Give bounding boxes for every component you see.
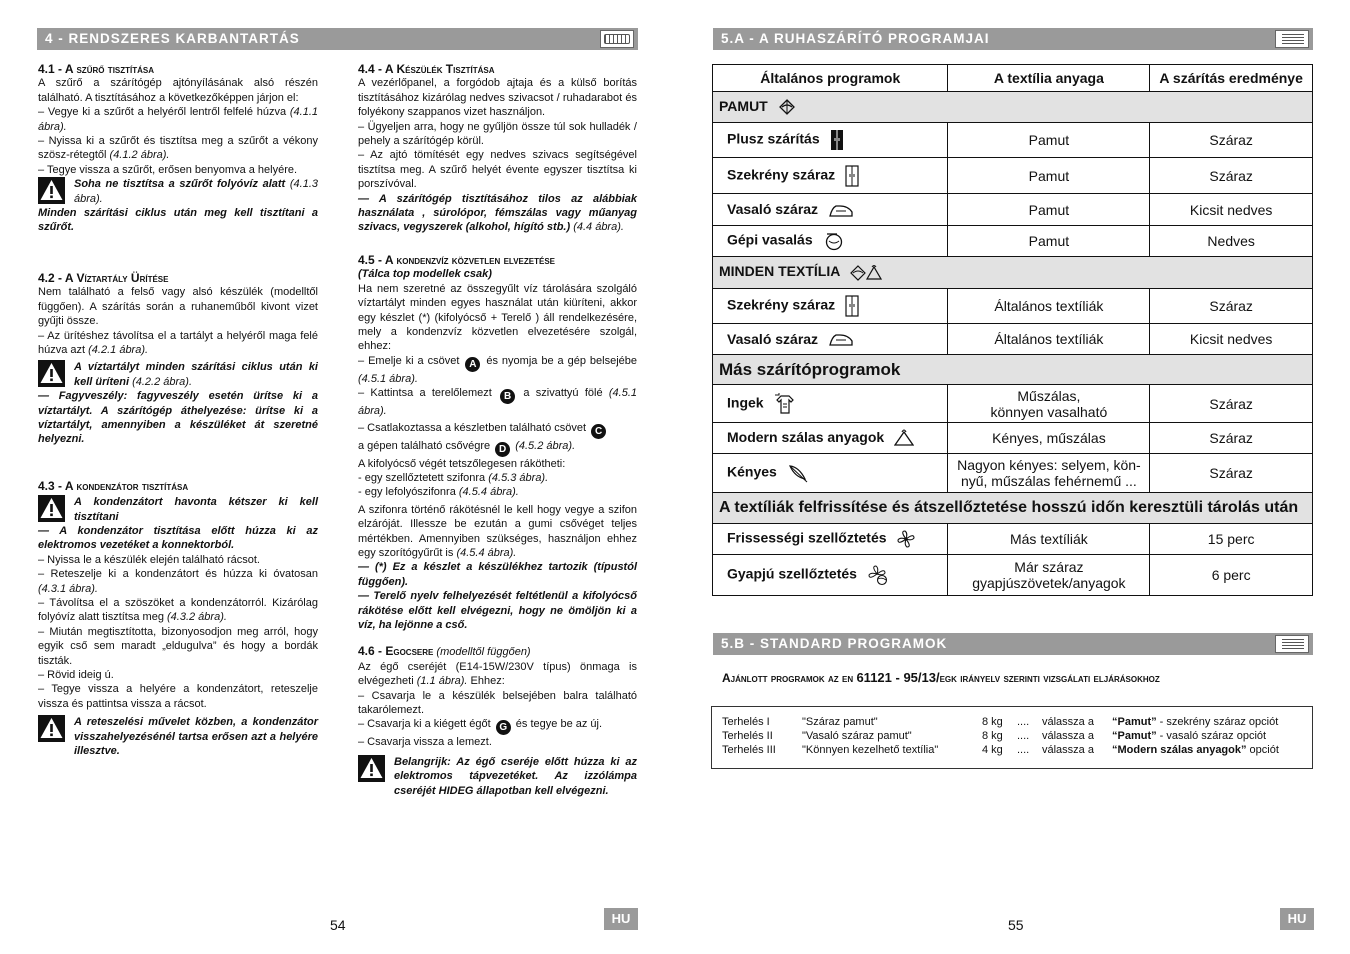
- table-row: Frissességi szellőztetés Más textíliák 15 perc: [713, 524, 1313, 555]
- cotton-icon: [778, 98, 796, 116]
- group-row-refresh: A textíliák felfrissítése és átszellőztetése hosszú időn keresztüli tárolás után: [713, 493, 1313, 524]
- text-4-1-step1: – Vegye ki a szűrőt a helyéről lentről felfelé húzva (4.1.1 ábra).: [38, 106, 318, 133]
- page-number-left: 54: [330, 917, 346, 933]
- section-header-text: 5.B - STANDARD PROGRAMOK: [721, 636, 948, 651]
- table-row: Plusz szárítás Pamut Száraz: [713, 123, 1313, 158]
- warning-4-1-note: Minden szárítási ciklus után meg kell tisztítani a szűrőt.: [38, 207, 318, 234]
- list-icon: [1275, 30, 1309, 48]
- warning-4-2-note: — Fagyveszély: fagyveszély esetén ürítse ki a víztartályt. A szárítógép áthelyezése: ürítse ki a víztartályt, amennyiben a készüléket át szeretné helyezni.: [38, 390, 318, 446]
- text-4-1-intro: A szűrő a szárítógép ajtónyílásának alsó részén található. A tisztításához a következőképpen járjon el:: [38, 77, 318, 104]
- wool-icon: [867, 564, 889, 586]
- section-4-6-title: 4.6 - Egocsere (modelltől függően): [358, 644, 531, 659]
- text-4-3-step6: – Tegye vissza a helyére a kondenzátort, reteszelje vissza és pattintsa vissza a rácsot.: [38, 683, 318, 710]
- text-4-1-step3: – Tegye vissza a szűrőt, erősen benyomva a helyére.: [38, 163, 298, 176]
- text-4-5-opt2: - egy lefolyószifonra (4.5.4 ábra).: [358, 486, 519, 499]
- table-row: Gyapjú szellőztetés Már száraz gyapjúszövetek/anyagok 6 perc: [713, 555, 1313, 596]
- text-4-3-step4: – Miután megtisztította, bizonyosodjon meg arról, hogy egyik cső sem maradt „eldugulva” és hogy a bordák tiszták.: [38, 625, 318, 667]
- dryer-load-icon: [600, 30, 634, 48]
- standard-programs-box: [711, 706, 1313, 769]
- wardrobe-open-icon: [845, 295, 859, 317]
- text-4-6-step2: – Csavarja ki a kiégett égőt G és tegye be az új.: [358, 718, 603, 734]
- section-header-text: 4 - RENDSZERES KARBANTARTÁS: [45, 31, 300, 46]
- left-column-1: [38, 62, 318, 758]
- section-4-1-title: 4.1 - A szűrő tisztítása: [38, 62, 155, 76]
- warning-icon: [38, 495, 65, 522]
- warning-4-4: — A szárítógép tisztításához tilos az alábbiak használata , súrolópor, fémszálas vagy műanyag szivacs, vegyszerek (alkohol, hígító stb.) (4.4 ábra).: [358, 192, 637, 234]
- table-row: Modern szálas anyagok Kényes, műszálas Száraz: [713, 423, 1313, 454]
- text-4-6-step1: – Csavarja le a készülék belsejében balra található takarólemezt.: [358, 689, 637, 717]
- label-marker-b: B: [500, 389, 515, 404]
- note-4-5-deflector: — Terelő nyelv felhelyezését feltétlenül a kifolyócső rákötése előtt kell elvégezni, hogy ne ömöljön ki a víz, ha lejönne a cső.: [358, 590, 637, 631]
- iron-icon: [828, 333, 854, 347]
- text-4-4-step2: – Az ajtó tömítését egy nedves szivacs segítségével tisztítsa meg. A szűrő helyét évente egyszer tisztítsa ki porszívóval.: [358, 149, 637, 191]
- note-4-5-kit: — (*) Ez a készlet a készülékhez tartozik (típustól függően).: [358, 561, 637, 588]
- list-item: Terhelés II "Vasaló száraz pamut" 8 kg .... válassza a “Pamut” - vasaló száraz opciót: [722, 730, 1267, 742]
- text-4-5-step2: – Kattintsa a terelőlemezt B a szivattyú fölé (4.5.1 ábra).: [358, 387, 637, 418]
- warning-icon: [38, 715, 65, 742]
- ironing-machine-icon: [823, 231, 845, 251]
- group-row-cotton: PAMUT: [713, 92, 1313, 123]
- warning-icon: [358, 755, 385, 782]
- warning-4-3a-note: — A kondenzátor tisztítása előtt húzza ki az elektromos vezetéket a konnektorból.: [38, 524, 318, 552]
- fan-icon: [896, 529, 916, 549]
- section-header-maintenance: [37, 28, 638, 50]
- section-header-text: 5.A - A RUHASZÁRÍTÓ PROGRAMJAI: [721, 31, 990, 46]
- text-4-3-step1: – Nyissa le a készülék elején található rácsot.: [38, 553, 260, 566]
- text-4-3-step5: – Rövid ideig ú.: [38, 669, 114, 682]
- table-row: Kényes Nagyon kényes: selyem, kön- nyű, műszálas fehérnemű ... Száraz: [713, 454, 1313, 493]
- warning-4-6: Belangrijk: Az égő cseréje előtt húzza ki az elektromos tápvezetéket. Az izzólámpa cseréjét HIDEG állapotban kell elvégezni.: [358, 755, 637, 798]
- text-4-5-siphon: A szifonra történő rákötésnél le kell hogy vegye a szifon elzáróját. Illessze be ezután a gumi csővéget teljes mértékben. Amennyiben szükséges, használjon ehhez egy szorítógyűrűt is (4.5.4 ábra).: [358, 503, 637, 559]
- section-4-2-title: 4.2 - A Víztartály Ürítése: [38, 270, 169, 285]
- warning-4-3a: A kondenzátort havonta kétszer ki kell tisztítani: [38, 495, 318, 524]
- section-header-standard: [713, 633, 1313, 655]
- text-4-3-step3: – Távolítsa el a szöszöket a kondenzátorról. Kizárólag folyóvíz alatt tisztítsa meg (4.3.2 ábra).: [38, 597, 318, 624]
- feather-icon: [787, 463, 809, 483]
- text-4-6-intro: Az égő cseréjét (E14-15W/230V típus) önmaga is elvégezheti (1.1 ábra). Ehhez:: [358, 660, 637, 688]
- text-4-2-intro: Nem található a felső vagy alsó készülék (modelltől függően). A szárítás során a ruhaneműből kivont vizet gyűjti össze.: [38, 286, 318, 328]
- language-badge-left: HU: [604, 908, 638, 930]
- text-4-5-connect: A kifolyócső végét tetszőlegesen rákötheti:: [358, 457, 566, 470]
- table-header-row: [713, 65, 1313, 92]
- text-4-3-step2: – Reteszelje ki a kondenzátort és húzza ki óvatosan (4.3.1 ábra).: [38, 568, 318, 595]
- programs-table: [712, 64, 1313, 596]
- text-4-1-step2: – Nyissa ki a szűrőt és tisztítsa meg a szűrőt a vékony szösz-rétegtől (4.1.2 ábra).: [38, 135, 318, 162]
- text-4-5-step3: – Csatlakoztassa a készletben található csövet C a gépen található csővégre D (4.5.2 ábra).: [358, 421, 637, 457]
- section-4-4-title: 4.4 - A Készülék Tisztítása: [358, 62, 495, 76]
- warning-4-2: A víztartályt minden szárítási ciklus után ki kell üríteni (4.2.2 ábra).: [38, 360, 318, 389]
- label-marker-g: G: [496, 720, 511, 735]
- col-header-fabric: A textília anyaga: [948, 65, 1150, 92]
- table-row: Ingek Műszálas, könnyen vasalható Száraz: [713, 385, 1313, 423]
- text-4-6-step3: – Csavarja vissza a lemezt.: [358, 736, 492, 749]
- hanger-icon: [894, 429, 914, 447]
- iron-icon: [828, 204, 854, 218]
- text-4-5-opt1: - egy szellőztetett szifonra (4.5.3 ábra).: [358, 471, 549, 484]
- section-4-5-subtitle: (Tálca top modellek csak): [358, 268, 492, 281]
- list-item: Terhelés III "Könnyen kezelhető textília" 4 kg .... válassza a “Modern szálas anyagok” opciót: [722, 744, 1279, 756]
- text-4-4-step1: – Ügyeljen arra, hogy ne gyűljön össze túl sok hulladék / pehely a szárítógép körül.: [358, 120, 637, 148]
- section-header-programs: [713, 28, 1313, 50]
- group-row-other-programs: Más szárítóprogramok: [713, 355, 1313, 385]
- mixed-fabrics-icon: [850, 264, 882, 282]
- col-header-result: A szárítás eredménye: [1150, 65, 1313, 92]
- shirt-icon: [773, 392, 797, 416]
- wardrobe-open-icon: [845, 165, 859, 187]
- table-row: Vasaló száraz Pamut Kicsit nedves: [713, 194, 1313, 226]
- warning-icon: [38, 360, 65, 387]
- table-row: Szekrény száraz Pamut Száraz: [713, 158, 1313, 194]
- section-4-5-title: 4.5 - A kondenzvíz közvetlen elvezetése: [358, 252, 555, 267]
- section-4-3-title: 4.3 - A kondenzátor tisztítása: [38, 478, 189, 493]
- left-column-2: [358, 62, 637, 798]
- text-4-5-intro: Ha nem szeretné az összegyűlt víz tárolására szolgáló víztartályt minden egyes használat után kiüríteni, akkor egy készlet (*) (kifolyócső + Terelő ) áll rendelkezésére, mely a kondenzvíz közvetlen elvezetésére szolgál, ehhez:: [358, 282, 637, 353]
- table-row: Szekrény száraz Általános textíliák Száraz: [713, 289, 1313, 324]
- page-number-right: 55: [1008, 917, 1024, 933]
- label-marker-d: D: [495, 442, 510, 457]
- wardrobe-closed-icon: [830, 129, 844, 151]
- text-4-4-intro: A vezérlőpanel, a forgódob ajtaja és a külső borítás tisztításához kizárólag nedves szivacsot / ruhadarabot és folyékony szappanos vizet használjon.: [358, 77, 637, 119]
- warning-4-3b: A reteszelési művelet közben, a kondenzátor visszahelyezésénél tartsa erősen azt a helyére illesztve.: [38, 715, 318, 758]
- language-badge-right: HU: [1280, 908, 1314, 930]
- warning-4-1: Soha ne tisztítsa a szűrőt folyóvíz alatt (4.1.3 ábra).: [38, 177, 318, 206]
- standard-programs-heading: Ajánlott programok az en 61121 - 95/13/egk irányelv szerinti vizsgálati eljárásokhoz: [722, 670, 1160, 685]
- table-row: Gépi vasalás Pamut Nedves: [713, 226, 1313, 257]
- col-header-programs: Általános programok: [713, 65, 948, 92]
- table-row: Vasaló száraz Általános textíliák Kicsit nedves: [713, 324, 1313, 355]
- list-icon: [1275, 635, 1309, 653]
- list-item: Terhelés I "Száraz pamut" 8 kg .... válassza a “Pamut” - szekrény száraz opciót: [722, 716, 1279, 728]
- group-row-all-textiles: MINDEN TEXTÍLIA: [713, 257, 1313, 289]
- text-4-2-step1: – Az ürítéshez távolítsa el a tartályt a helyéről maga felé húzva azt (4.2.1 ábra).: [38, 329, 318, 356]
- label-marker-c: C: [591, 424, 606, 439]
- warning-icon: [38, 177, 65, 204]
- label-marker-a: A: [465, 357, 480, 372]
- text-4-5-step1: – Emelje ki a csövet A és nyomja be a gép belsejébe (4.5.1 ábra).: [358, 354, 638, 385]
